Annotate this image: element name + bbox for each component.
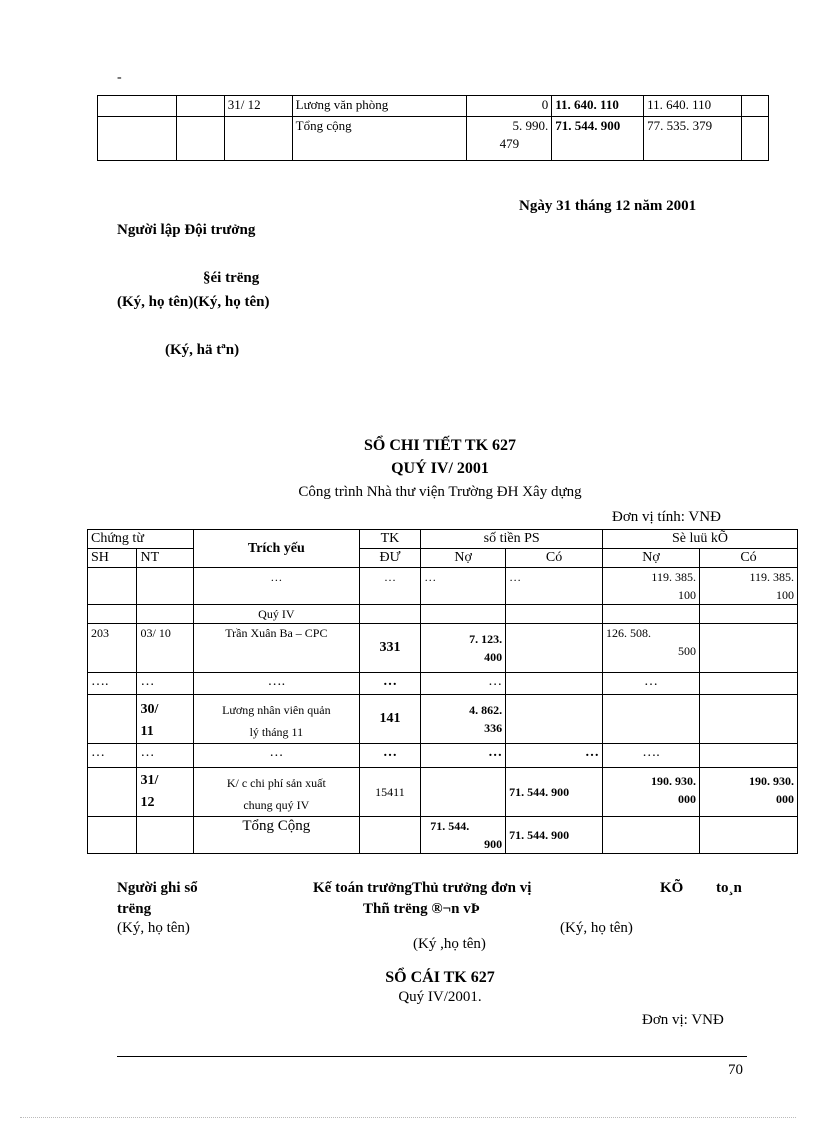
table-row bbox=[88, 624, 798, 673]
signature-preparer: Người lập Đội trưởng bbox=[117, 222, 256, 238]
cell-line: 100 bbox=[776, 588, 794, 602]
signature-legacy-b: to¸n bbox=[716, 880, 742, 896]
cell-line: 119. 385. bbox=[651, 570, 696, 584]
table-cell bbox=[699, 695, 797, 744]
cell-line: 71. 544. bbox=[430, 819, 470, 833]
table-cell bbox=[194, 695, 360, 744]
table-cell: 71. 544. 900 bbox=[506, 768, 603, 817]
table-cell: 203 bbox=[88, 624, 137, 673]
table-cell: 15411 bbox=[359, 768, 421, 817]
table-cell bbox=[98, 117, 177, 161]
table-cell: Lương văn phòng bbox=[292, 96, 467, 117]
table-cell: 141 bbox=[359, 695, 421, 744]
ledger-unit: Đơn vị: VNĐ bbox=[642, 1012, 724, 1028]
table-cell bbox=[699, 624, 797, 673]
table-cell bbox=[741, 96, 768, 117]
table-cell bbox=[741, 117, 768, 161]
table-cell bbox=[137, 568, 194, 605]
header-tk: TK bbox=[359, 530, 421, 549]
header-du: ĐƯ bbox=[359, 549, 421, 568]
cell-line: chung quý IV bbox=[243, 798, 310, 812]
cell-line: K/ c chi phí sản xuất bbox=[226, 776, 326, 790]
table-cell bbox=[421, 695, 506, 744]
table-cell bbox=[137, 817, 194, 854]
table-cell: 71. 544. 900 bbox=[552, 117, 644, 161]
table-cell: … bbox=[137, 673, 194, 695]
table-cell bbox=[421, 624, 506, 673]
signature-legacy-a: KÕ bbox=[660, 880, 684, 896]
cell-line: 500 bbox=[677, 644, 696, 658]
table-cell bbox=[699, 768, 797, 817]
cell-line: 190. 930. bbox=[650, 774, 696, 788]
cell-line: 11 bbox=[140, 724, 154, 739]
table-cell bbox=[603, 624, 700, 673]
table-cell: 11. 640. 110 bbox=[644, 96, 742, 117]
table-cell bbox=[699, 568, 797, 605]
table-cell: …. bbox=[194, 673, 360, 695]
table-cell: 77. 535. 379 bbox=[644, 117, 742, 161]
table-cell bbox=[603, 695, 700, 744]
table-cell: … bbox=[359, 673, 421, 695]
cell-line: 4. 862. bbox=[469, 703, 503, 717]
table-cell bbox=[88, 695, 137, 744]
table-row bbox=[98, 117, 769, 161]
table-cell: … bbox=[88, 744, 137, 768]
table-cell: Tổng Cộng bbox=[194, 817, 360, 854]
table-cell bbox=[224, 117, 292, 161]
signature-note: (Ký, họ tên) bbox=[560, 920, 633, 936]
table-cell: … bbox=[359, 568, 421, 605]
table-cell bbox=[194, 768, 360, 817]
table-cell: … bbox=[421, 744, 506, 768]
date-line: Ngày 31 tháng 12 năm 2001 bbox=[519, 198, 697, 214]
header-no: Nợ bbox=[421, 549, 506, 568]
table-row bbox=[88, 673, 798, 695]
table-cell: 31/ 12 bbox=[224, 96, 292, 117]
table-cell bbox=[699, 744, 797, 768]
table-cell bbox=[467, 117, 552, 161]
signature-recorder: Người ghi sổ bbox=[117, 880, 198, 896]
cell-line: 000 bbox=[677, 792, 696, 806]
table-cell bbox=[421, 605, 506, 624]
cell-line: Lương nhân viên quản bbox=[222, 703, 331, 717]
cell-line: 31/ bbox=[140, 773, 159, 788]
table-cell bbox=[603, 817, 700, 854]
table-cell bbox=[176, 96, 224, 117]
table-cell bbox=[603, 568, 700, 605]
signature-note: (Ký ,họ tên) bbox=[413, 936, 486, 952]
table-cell: 03/ 10 bbox=[137, 624, 194, 673]
table-cell: Quý IV bbox=[194, 605, 360, 624]
table-cell bbox=[506, 695, 603, 744]
table-cell: 0 bbox=[467, 96, 552, 117]
table-cell bbox=[699, 605, 797, 624]
cell-line: 119. 385. bbox=[749, 570, 794, 584]
table-row bbox=[88, 768, 798, 817]
cell-line: 336 bbox=[484, 721, 503, 735]
project-name: Công trình Nhà thư viện Trường ĐH Xây dựng bbox=[298, 484, 582, 500]
table-cell bbox=[506, 624, 603, 673]
header-so-tien: số tiền PS bbox=[421, 530, 603, 549]
table-cell bbox=[88, 817, 137, 854]
table-cell bbox=[506, 673, 603, 695]
header-trich-yeu: Trích yếu bbox=[194, 530, 360, 568]
table-row bbox=[88, 605, 798, 624]
table-cell bbox=[137, 768, 194, 817]
table-cell bbox=[176, 117, 224, 161]
header-luy-ke: Sè luü kÕ bbox=[603, 530, 798, 549]
cell-line: 479 bbox=[499, 136, 520, 151]
table-cell: …. bbox=[88, 673, 137, 695]
table-cell bbox=[88, 568, 137, 605]
cell-line: 000 bbox=[776, 792, 794, 806]
header-co-cumulative: Có bbox=[699, 549, 797, 568]
table-cell: … bbox=[603, 673, 700, 695]
table-cell: … bbox=[359, 744, 421, 768]
cell-line: 100 bbox=[677, 588, 696, 602]
header-chung-tu: Chứng từ bbox=[88, 530, 194, 549]
table-cell bbox=[88, 768, 137, 817]
cell-line: 126. 508. bbox=[606, 626, 652, 640]
table-cell bbox=[137, 695, 194, 744]
table-cell: … bbox=[421, 568, 506, 605]
top-dash: - bbox=[117, 70, 122, 85]
table-cell bbox=[421, 768, 506, 817]
table-cell: 71. 544. 900 bbox=[506, 817, 603, 854]
cell-line: 7. 123. bbox=[469, 632, 503, 646]
table-cell bbox=[699, 817, 797, 854]
page-number: 70 bbox=[728, 1062, 743, 1078]
header-no-cumulative: Nợ bbox=[603, 549, 700, 568]
table-cell bbox=[421, 817, 506, 854]
cell-line: lý tháng 11 bbox=[249, 725, 304, 739]
table-row bbox=[88, 817, 798, 854]
signature-legacy-c: trëng bbox=[117, 901, 152, 917]
table-cell: … bbox=[194, 568, 360, 605]
signature-legacy-d: Thñ trëng ®¬n vÞ bbox=[363, 901, 480, 917]
continuation-table bbox=[97, 95, 769, 161]
table-cell: … bbox=[137, 744, 194, 768]
table-row bbox=[88, 568, 798, 605]
header-sh: SH bbox=[88, 549, 137, 568]
signature-note: (Ký, họ tên) bbox=[117, 920, 190, 936]
ledger-subtitle: Quý IV/2001. bbox=[398, 989, 482, 1005]
section-title: SỔ CHI TIẾT TK 627 bbox=[363, 437, 517, 454]
signature-note-legacy: (Ký, hä tªn) bbox=[165, 342, 240, 358]
table-cell: Tổng cộng bbox=[292, 117, 467, 161]
table-cell bbox=[137, 605, 194, 624]
cell-line: 400 bbox=[484, 650, 503, 664]
header-row bbox=[88, 530, 798, 549]
table-cell bbox=[699, 673, 797, 695]
table-cell: … bbox=[194, 744, 360, 768]
section-subtitle: QUÝ IV/ 2001 bbox=[391, 460, 489, 477]
header-co: Có bbox=[506, 549, 603, 568]
cell-line: 5. 990. bbox=[512, 118, 549, 133]
signature-legacy-text: §éi trëng bbox=[203, 270, 260, 286]
table-cell bbox=[603, 605, 700, 624]
table-cell bbox=[98, 96, 177, 117]
unit-label: Đơn vị tính: VNĐ bbox=[612, 509, 721, 525]
table-cell: 11. 640. 110 bbox=[552, 96, 644, 117]
page-edge-dots bbox=[20, 1117, 796, 1118]
signature-chief-accountant: Kế toán trưởngThủ trưởng đơn vị bbox=[313, 880, 532, 896]
table-cell bbox=[88, 605, 137, 624]
cell-line: 12 bbox=[140, 795, 155, 810]
ledger-table bbox=[87, 529, 798, 854]
table-cell bbox=[603, 768, 700, 817]
cell-line: 190. 930. bbox=[749, 774, 794, 788]
signature-note: (Ký, họ tên)(Ký, họ tên) bbox=[117, 294, 270, 310]
table-row bbox=[88, 695, 798, 744]
header-nt: NT bbox=[137, 549, 194, 568]
cell-line: 30/ bbox=[140, 702, 159, 717]
table-cell: …. bbox=[603, 744, 700, 768]
table-cell: 331 bbox=[359, 624, 421, 673]
table-cell: Trần Xuân Ba – CPC bbox=[194, 624, 360, 673]
footer-rule bbox=[117, 1056, 747, 1057]
table-cell: … bbox=[506, 568, 603, 605]
table-cell bbox=[359, 605, 421, 624]
ledger-title: SỔ CÁI TK 627 bbox=[385, 969, 495, 986]
table-cell bbox=[359, 817, 421, 854]
table-row bbox=[98, 96, 769, 117]
table-cell: … bbox=[421, 673, 506, 695]
table-row bbox=[88, 744, 798, 768]
table-cell: … bbox=[506, 744, 603, 768]
cell-line: 900 bbox=[484, 837, 503, 851]
table-cell bbox=[506, 605, 603, 624]
